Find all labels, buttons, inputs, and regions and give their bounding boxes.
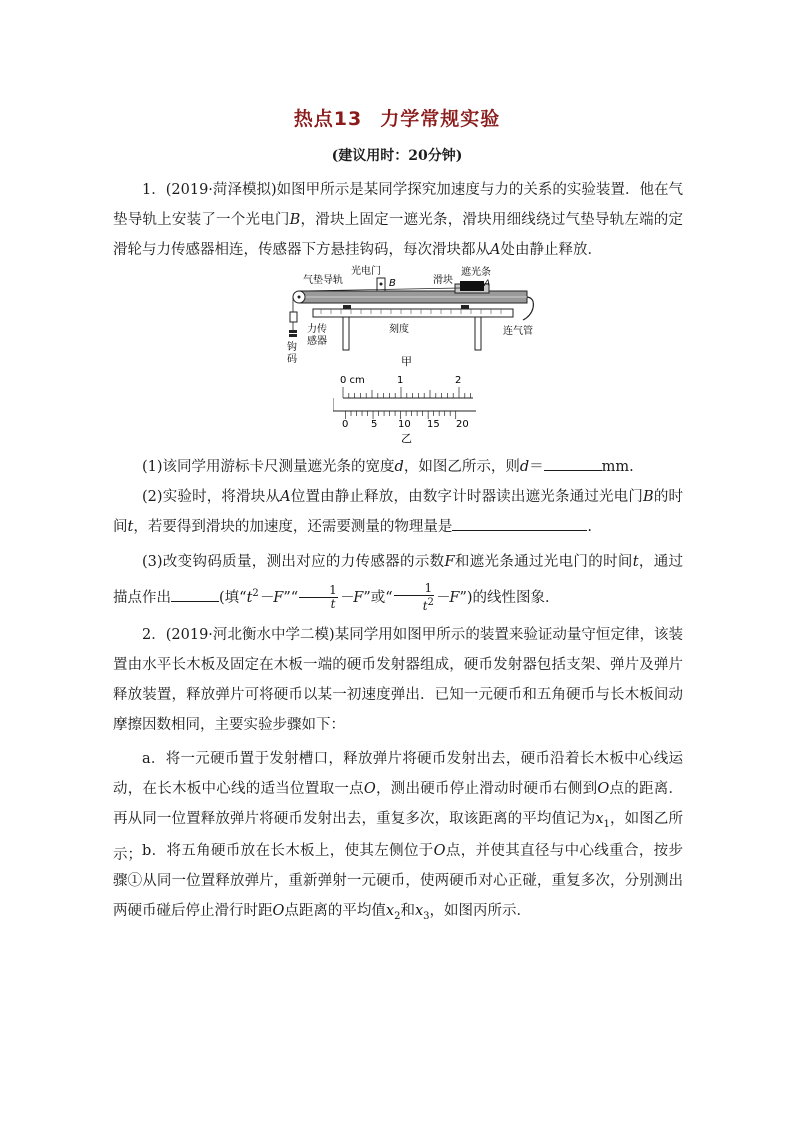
q1-sub1-text-a: (1)该同学用游标卡尺测量遮光条的宽度 xyxy=(142,459,395,475)
q1-sub2-text-b: 位置由静止释放，由数字计时器读出遮光条通过光电门 xyxy=(290,489,643,505)
q1-sub3-var-f: F xyxy=(444,554,455,570)
frac1-den: t xyxy=(330,597,336,612)
label-scale: 刻度 xyxy=(389,324,409,335)
q2-step-b-var-x3-sub: 3 xyxy=(423,910,430,922)
figure-yi-vernier xyxy=(333,371,483,447)
fraction-1-over-t xyxy=(299,584,338,611)
q1-sub1-var-d: d xyxy=(394,459,404,475)
q2-step-b-var-x2-sub: 2 xyxy=(394,910,401,922)
scale-rail xyxy=(313,309,513,317)
label-b: B xyxy=(389,278,396,289)
q1-sub3-text-c: ，通过描点作出 xyxy=(113,554,684,606)
frac2-num: 1 xyxy=(394,582,434,596)
q1-sub3-or: ”或“ xyxy=(363,589,393,606)
q2-step-b-text-a: b．将五角硬币放在长木板上，使其左侧位于 xyxy=(142,843,434,859)
label-shade: 遮光条 xyxy=(461,267,491,278)
q1-intro-var-a: A xyxy=(490,242,501,258)
q2-step-a-text-a: a．将一元硬币置于发射槽口，释放弹片将硬币发射出去，硬币沿着长木板中心线运动，在长木板中心线的适当位置取一点 xyxy=(113,751,683,797)
q1-sub3-opt1-sup: 2 xyxy=(252,588,259,599)
q2-step-a-var-x: x xyxy=(595,811,604,827)
figure-yi-caption: 乙 xyxy=(401,432,412,445)
label-slider: 滑块 xyxy=(433,275,453,286)
fraction-1-over-t2 xyxy=(394,582,434,613)
vernier-tick-5: 5 xyxy=(371,419,378,430)
weight-stack xyxy=(289,330,297,333)
frac2-den-sup: 2 xyxy=(427,597,434,609)
vernier-tick-10: 10 xyxy=(398,419,411,430)
q2-step-b-text-d: ，如图丙所示． xyxy=(429,903,532,919)
q1-sub3-text-a: (3)改变钩码质量，测出对应的力传感器的示数 xyxy=(142,554,445,570)
frac2-den: t xyxy=(422,599,428,614)
q2-step-b-var-o2: O xyxy=(272,903,285,919)
main-tick-1: 1 xyxy=(397,375,404,386)
force-sensor xyxy=(290,312,297,322)
answer-blank-1[interactable] xyxy=(544,454,602,471)
q2-intro: 2．(2019·河北衡水中学二模)某同学用如图甲所示的装置来验证动量守恒定律，该装置由水平长木板及固定在木板一端的硬币发射器组成，硬币发射器包括支架、弹片及弹片释放装置，释放弹片可将硬币以某一初速度弹出．已知一元硬币和五角硬币与长木板间动摩擦因数相同，主要实验步骤如下： xyxy=(113,627,683,733)
q1-sub1-text-b: ，如图乙所示，则 xyxy=(403,459,520,475)
q1-intro-var-b: B xyxy=(289,212,301,228)
label-weight-1: 钩 xyxy=(287,342,297,353)
q1-sub1-var-d2: d xyxy=(519,459,530,475)
label-a: A xyxy=(484,279,491,289)
q1-sub3-opt2-rest: －F xyxy=(338,589,364,606)
q2-step-b xyxy=(113,836,683,932)
label-photogate: 光电门 xyxy=(351,266,381,277)
q1-intro-text-2: ，滑块上固定一遮光条，滑块用细线绕过气垫导轨左端的定滑轮与力传感器相连，传感器下方悬挂钩码，每次滑块都从 xyxy=(113,212,684,258)
q1-sub2-var-b: B xyxy=(643,489,654,505)
suggested-time: (建议用时：20分钟) xyxy=(331,148,463,164)
q2-step-a-var-o2: O xyxy=(597,781,610,797)
q2-step-a-var-o: O xyxy=(363,781,376,797)
q1-sub2-var-t: t xyxy=(127,519,134,535)
title-text: 力学常规实验 xyxy=(380,108,501,130)
q2-step-b-text-b: 点，并使其直径与中心线重合，按步骤①从同一位置释放弹片，重新弹射一元硬币，使两硬币对心正碰，重复多次，分别测出两硬币碰后停止滑行时距 xyxy=(113,843,684,919)
vernier-tick-20: 20 xyxy=(456,419,469,430)
q1-sub2-var-a: A xyxy=(280,489,291,505)
q1-sub3-opt1-t: t xyxy=(246,589,253,606)
q1-sub3-opt3-rest: －F xyxy=(434,589,460,606)
label-weight-2: 码 xyxy=(287,354,297,365)
q1-sub2-text-e: . xyxy=(587,519,592,535)
q1-sub3-opt1-rest: －F xyxy=(258,589,284,606)
q1-sub3-text-b: 和遮光条通过光电门的时间 xyxy=(454,554,633,570)
frac1-num: 1 xyxy=(299,584,338,598)
q1-sub3-text-e: ”)的线性图象． xyxy=(459,589,560,606)
q2-step-b-var-o: O xyxy=(433,843,446,859)
q1-intro xyxy=(113,175,683,265)
q2-step-b-text-c: 点距离的平均值 xyxy=(284,903,386,919)
main-scale-unit: 0 cm xyxy=(340,375,365,386)
label-force-sensor-1: 力传 xyxy=(307,324,327,335)
right-leg xyxy=(475,317,481,350)
left-leg xyxy=(343,317,349,350)
label-air-pipe: 连气管 xyxy=(503,326,533,337)
q1-sub3-var-t: t xyxy=(632,554,639,570)
q2-step-a-var-x-sub: 1 xyxy=(603,818,610,830)
q1-sub3-quote-mid: ”“ xyxy=(283,589,299,606)
q1-sub3-text-d: (填“ xyxy=(219,589,247,606)
q2-step-b-var-x2: x xyxy=(385,903,395,919)
page-title xyxy=(0,104,794,131)
q2-step-b-var-x3: x xyxy=(414,903,424,919)
q1-sub3 xyxy=(113,546,683,614)
q1-sub1-unit: mm. xyxy=(601,459,634,475)
answer-blank-3[interactable] xyxy=(171,585,219,602)
q1-sub1-text-c: ＝ xyxy=(529,459,544,475)
vernier-tick-15: 15 xyxy=(427,419,440,430)
q1-intro-text-3: 处由静止释放． xyxy=(500,242,602,258)
shade-strip xyxy=(460,281,484,291)
q1-sub2-text-c: 的时间 xyxy=(113,489,684,535)
q1-sub2 xyxy=(113,482,683,542)
figure-jia-apparatus xyxy=(285,264,545,374)
q1-intro-text-1: 1．(2019·菏泽模拟)如图甲所示是某同学探究加速度与力的关系的实验装置．他在气垫导轨上安装了一个光电门 xyxy=(113,182,683,228)
q1-sub2-text-a: (2)实验时，将滑块从 xyxy=(142,489,281,505)
q2-step-a-text-c: 点的距离．再从同一位置释放弹片将硬币发射出去，重复多次，取该距离的平均值记为 xyxy=(113,781,684,827)
label-air-track: 气垫导轨 xyxy=(303,275,343,286)
answer-blank-2[interactable] xyxy=(452,514,587,531)
q2-step-a-text-b: ，测出硬币停止滑动时硬币右侧到 xyxy=(375,781,598,797)
q1-sub2-text-d: ，若要得到滑块的加速度，还需要测量的物理量是 xyxy=(133,519,453,535)
figure-jia-caption: 甲 xyxy=(401,355,412,368)
title-label: 热点13 xyxy=(293,108,363,130)
label-force-sensor-2: 感器 xyxy=(307,336,327,347)
q2-step-b-and: 和 xyxy=(400,903,415,919)
main-tick-2: 2 xyxy=(455,375,462,386)
vernier-tick-0: 0 xyxy=(342,419,349,430)
q2-step-a-text-d: ，如图乙所示； xyxy=(113,811,684,863)
q1-sub1 xyxy=(113,452,683,482)
